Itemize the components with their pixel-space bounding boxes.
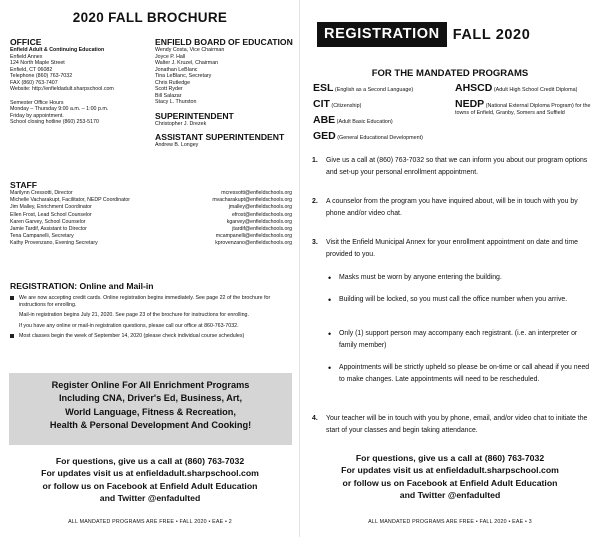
callout-line: Health & Personal Development And Cooking! <box>49 419 252 430</box>
contact-line: For questions, give us a call at (860) 763-7032 <box>55 456 245 466</box>
program-desc: (English as a Second Language) <box>334 87 414 93</box>
registration-bullet <box>10 295 292 308</box>
contact-line: or follow us on Facebook at Enfield Adult Education <box>42 480 258 491</box>
callout-line: World Language, Fitness & Recreation, <box>65 406 236 417</box>
superintendent-name: Christopher J. Drezek <box>155 120 207 127</box>
board-member: Chris Rutledge <box>155 79 191 86</box>
requirement-bullet <box>328 362 593 387</box>
registration-bullet <box>10 333 292 340</box>
mandated-heading: FOR THE MANDATED PROGRAMS <box>371 68 529 79</box>
board-member: Stacy L. Thurston <box>155 99 197 105</box>
step-text: Visit the Enfield Municipal Annex for your enrollment appointment on date and time provided to you. <box>326 239 578 259</box>
board-member: Tina LeBlanc, Secretary <box>155 73 212 79</box>
registration-text: We are now accepting credit cards. Online registration begins immediately. See page 22 of the brochure for instructions for enrolling. <box>19 295 271 308</box>
registration-section <box>10 281 292 340</box>
staff-row <box>10 190 292 197</box>
office-line: Enfield Annex <box>10 53 43 60</box>
staff-email-link[interactable]: mcressotti@enfieldschools.org <box>221 190 292 196</box>
bullet-dot-icon: • <box>328 273 332 283</box>
board-section <box>155 37 295 149</box>
requirement-bullet <box>328 294 593 306</box>
registration-text: Most classes begin the week of September 14, 2020 (please check individual course schedules) <box>19 333 245 339</box>
program-desc: (Adult Basic Education) <box>336 119 393 125</box>
hours-line: Semester Office Hours <box>10 99 64 106</box>
program-abbr: GED <box>313 130 336 142</box>
registration-heading: REGISTRATION: Online and Mail-in <box>10 281 154 291</box>
square-bullet-icon <box>10 334 14 338</box>
program-desc: (General Educational Development) <box>337 135 423 141</box>
staff-name: Michelle Vacharakupt, Facilitator, NEDP Coordinator <box>10 197 131 204</box>
contact-block <box>300 452 600 501</box>
board-member: Jonathan LeBlanc <box>155 66 198 73</box>
page-footer: ALL MANDATED PROGRAMS ARE FREE • FALL 2020 • EAE • 2 <box>68 519 232 525</box>
requirement-text: Building will be locked, so you must call the office number when you arrive. <box>339 296 568 303</box>
program-abbr: CIT <box>313 98 330 110</box>
hours-line: School closing hotline (860) 253-5170 <box>10 119 99 125</box>
hours-line: Friday by appointment. <box>10 112 64 119</box>
brochure-title: 2020 FALL BROCHURE <box>72 10 228 25</box>
staff-name: Karen Garvey, School Counselor <box>10 218 86 225</box>
asst-superintendent-heading: ASSISTANT SUPERINTENDENT <box>155 132 285 142</box>
program-abe <box>313 114 448 126</box>
office-name: Enfield Adult & Continuing Education <box>10 47 105 53</box>
staff-name: Jamie Tardif, Assistant to Director <box>10 226 87 233</box>
board-members <box>155 47 295 106</box>
staff-section <box>10 180 292 248</box>
contact-line: For updates visit us at enfieldadult.sharpschool.com <box>41 468 259 479</box>
callout-line: Including CNA, Driver's Ed, Business, Art, <box>58 393 243 404</box>
program-abbr: ABE <box>313 114 336 126</box>
office-line: 124 North Maple Street <box>10 60 65 66</box>
step-item <box>312 155 597 180</box>
staff-heading: STAFF <box>10 180 38 190</box>
staff-row <box>10 226 292 233</box>
program-desc: (National External Diploma Program) for the towns of Enfield, Granby, Somers and Suffield <box>455 103 591 116</box>
staff-row <box>10 233 292 240</box>
office-address <box>10 47 150 126</box>
contact-block <box>0 455 300 504</box>
enrichment-callout <box>9 373 292 445</box>
staff-email-link[interactable]: jmalley@enfieldschools.org <box>228 204 292 211</box>
square-bullet-icon <box>10 296 14 300</box>
office-line: FAX (860) 763-7407 <box>10 79 58 86</box>
staff-row <box>10 204 292 211</box>
registration-subtext: If you have any online or mail-in registration questions, please call our office at 860-763-7032. <box>19 322 239 329</box>
board-member: Wendy Costa, Vice Chairman <box>155 47 225 53</box>
board-member: Scott Ryder <box>155 86 183 92</box>
page-footer: ALL MANDATED PROGRAMS ARE FREE • FALL 2020 • EAE • 3 <box>368 519 532 525</box>
asst-superintendent-name: Andrew B. Longey <box>155 142 199 148</box>
office-line: Telephone (860) 763-7032 <box>10 73 73 79</box>
step-number: 4. <box>312 415 318 422</box>
staff-email-link[interactable]: efrost@enfieldschools.org <box>231 211 292 218</box>
program-desc: (Citizenship) <box>331 103 362 109</box>
step-item <box>312 413 597 438</box>
staff-row <box>10 219 292 226</box>
staff-row <box>10 240 292 247</box>
program-ahscd <box>455 82 597 94</box>
step-text: Give us a call at (860) 763-7032 so that we can inform you about our program options and set-up your personal enrollment appointment. <box>326 157 588 177</box>
program-esl <box>313 82 448 94</box>
bullet-dot-icon: • <box>328 363 332 373</box>
step-item <box>312 196 597 221</box>
program-ged <box>313 130 453 142</box>
requirement-text: Masks must be worn by anyone entering the building. <box>339 274 502 281</box>
bullet-dot-icon: • <box>328 329 332 339</box>
requirement-text: Appointments will be strictly upheld so please be on-time or call ahead if you need to make changes. Late appointments will need to be rescheduled. <box>339 364 590 384</box>
contact-line: and Twitter @enfadulted <box>399 489 501 500</box>
staff-row <box>10 212 292 219</box>
staff-email-link[interactable]: kgarvey@enfieldschools.org <box>226 218 292 225</box>
board-heading: ENFIELD BOARD OF EDUCATION <box>155 37 293 47</box>
program-cit <box>313 98 448 110</box>
banner-title: REGISTRATION <box>317 22 447 47</box>
requirement-bullet <box>328 328 593 353</box>
program-abbr: AHSCD <box>455 82 493 94</box>
staff-email-link[interactable]: mvacharakupt@enfieldschools.org <box>212 197 292 204</box>
requirement-bullet <box>328 272 593 284</box>
registration-subtext: Mail-in registration begins July 21, 2020. See page 23 of the brochure for instructions for enrolling. <box>19 312 249 318</box>
board-member: Walter J. Kruzel, Chairman <box>155 60 219 66</box>
board-member: Joyce P. Hall <box>155 53 186 60</box>
staff-name: Tena Campanelli, Secretary <box>10 233 74 240</box>
program-abbr: ESL <box>313 82 334 94</box>
contact-line: For questions, give us a call at (860) 763-7032 <box>355 453 545 463</box>
program-desc: (Adult High School Credit Diploma) <box>493 87 578 93</box>
office-section <box>10 37 150 126</box>
staff-name: Jim Malley, Enrichment Coordinator <box>10 204 92 211</box>
step-text: A counselor from the program you have inquired about, will be in touch with you by phone and/or video chat. <box>326 198 578 218</box>
step-number: 3. <box>312 239 318 246</box>
contact-line: or follow us on Facebook at Enfield Adult Education <box>342 477 558 488</box>
registration-banner <box>317 22 530 47</box>
requirement-text: Only (1) support person may accompany each registrant. (i.e. an interpreter or family member) <box>339 330 578 350</box>
superintendent-heading: SUPERINTENDENT <box>155 110 234 121</box>
callout-line: Register Online For All Enrichment Programs <box>51 380 250 390</box>
office-heading: OFFICE <box>10 37 42 47</box>
staff-email-link[interactable]: mcampanelli@enfieldschools.org <box>215 233 292 240</box>
step-number: 2. <box>312 198 318 205</box>
step-text: Your teacher will be in touch with you by phone, email, and/or video chat to initiate the start of your classes and begin taking attendance. <box>326 415 588 435</box>
program-nedp <box>455 98 593 117</box>
office-website-link[interactable]: Website: http://enfieldadult.sharpschool.com <box>10 86 114 92</box>
staff-row <box>10 197 292 204</box>
staff-email-link[interactable]: jtardif@enfieldschools.org <box>232 226 292 233</box>
contact-line: and Twitter @enfadulted <box>99 492 201 503</box>
program-abbr: NEDP <box>455 98 485 110</box>
staff-name: Marilynn Cressotti, Director <box>10 190 73 196</box>
board-member: Bill Salazar <box>155 92 182 99</box>
contact-line: For updates visit us at enfieldadult.sharpschool.com <box>341 465 559 476</box>
bullet-dot-icon: • <box>328 295 332 305</box>
staff-email-link[interactable]: kprovenzano@enfieldschools.org <box>215 240 292 247</box>
step-number: 1. <box>312 157 318 164</box>
hours-line: Monday – Thursday 9:00 a.m. – 1:00 p.m. <box>10 106 109 112</box>
staff-name: Kathy Provenzano, Evening Secretary <box>10 240 98 247</box>
step-item <box>312 237 597 262</box>
staff-name: Ellen Frost, Lead School Counselor <box>10 211 92 218</box>
banner-year: FALL 2020 <box>452 26 531 43</box>
office-line: Enfield, CT 06082 <box>10 66 53 73</box>
